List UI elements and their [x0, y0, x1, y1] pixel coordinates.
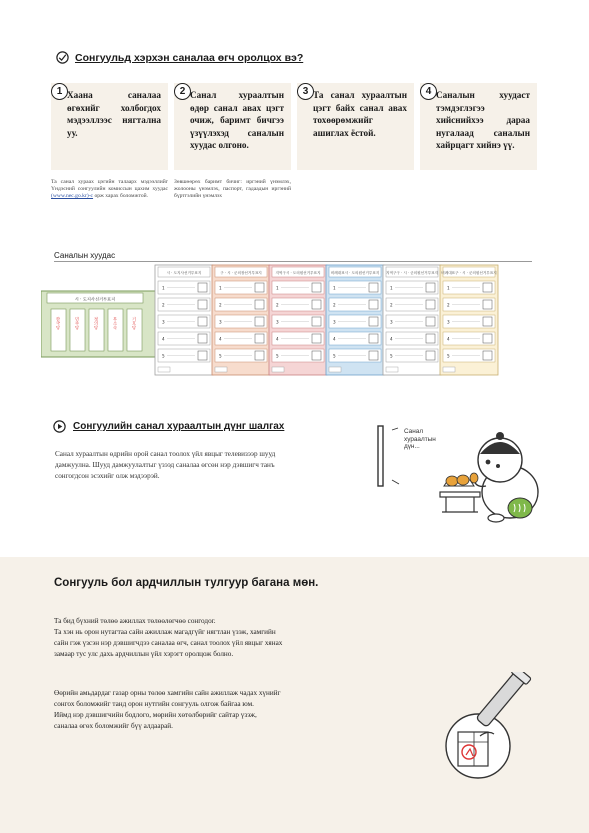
svg-text:2: 2: [390, 302, 393, 308]
svg-text:3: 3: [390, 319, 393, 325]
voting-stamp-illustration: [430, 672, 540, 782]
caption-line: хураалтын: [404, 435, 436, 443]
svg-text:3: 3: [219, 319, 222, 325]
ballot-sheet: [269, 265, 327, 375]
ballot-sheet: [155, 265, 213, 375]
play-icon: [53, 420, 66, 433]
svg-text:5: 5: [162, 353, 165, 359]
svg-text:5: 5: [447, 353, 450, 359]
note-text: Зөвшөөрөх баримт бичиг: иргэний үнэмлэх, жолооны үнэмлэх, паспорт, гадаадын иргэний бүртгэлийн үнэмлэх: [174, 179, 291, 200]
caption-line: дүн...: [404, 443, 420, 451]
step-notes: [51, 179, 541, 201]
svg-text:민주당: 민주당: [75, 316, 80, 330]
svg-text:5: 5: [219, 353, 222, 359]
step-number: 2: [174, 83, 191, 100]
svg-text:4: 4: [390, 336, 393, 342]
section-2-title: Сонгуулийн санал хураалтын дүнг шалгах: [73, 421, 285, 432]
note-text: Та санал хураах цэгийн талаарх мэдээллийг Үндэсний сонгуулийн комиссын цахим хуудас: [51, 179, 168, 193]
step-number: 3: [297, 83, 314, 100]
para-line: саналаа өгөх боломжийг бүү алдаарай.: [54, 722, 173, 730]
step-number: 4: [420, 83, 437, 100]
svg-text:시 · 도지사선거투표지: 시 · 도지사선거투표지: [166, 271, 202, 275]
step-note: [51, 179, 168, 201]
svg-text:1: 1: [447, 285, 450, 291]
step-number: 1: [51, 83, 68, 100]
closing-paragraph-2: [54, 688, 384, 732]
svg-text:1: 1: [219, 285, 222, 291]
svg-text:2: 2: [162, 302, 165, 308]
svg-text:4: 4: [219, 336, 222, 342]
tv-watching-illustration: [372, 420, 542, 530]
section-2-body: [55, 449, 355, 482]
step-card: [174, 83, 291, 170]
svg-text:1: 1: [162, 285, 165, 291]
para-line: Иймд нэр дэвшигчийн бодлого, мөрийн хөтөлбөрийг сайтар үзэж,: [54, 711, 257, 719]
step-text: Та санал хураалтын цэгт байх санал авах тохөөрөмжийг ашиглах ёстой.: [313, 90, 407, 138]
ballot-sheet: [440, 265, 498, 375]
para-line: сайн гэж үзсэн нэр дэвшигчдээ саналаа өгч, санал тоолох үйл явцыг хянах: [54, 639, 283, 647]
svg-text:3: 3: [333, 319, 336, 325]
body-line: Санал хураалтын өдрийн орой санал тоолох үйл явцыг телевизээр шууд: [55, 450, 276, 458]
body-line: дамжуулна. Шууд дамжуулалтыг үзээд саналаа өгсөн нэр дэвшигч танъ: [55, 461, 275, 469]
step-note: [174, 179, 291, 201]
svg-text:3: 3: [447, 319, 450, 325]
ballot-sheets-illustration: [41, 263, 531, 383]
svg-text:2: 2: [276, 302, 279, 308]
svg-text:1: 1: [333, 285, 336, 291]
step-card: [297, 83, 414, 170]
step-text: Хаана саналаа өгөхийг холбогдох мэдээллээс нягтална уу.: [67, 90, 161, 138]
svg-text:3: 3: [162, 319, 165, 325]
ballot-sheet: [383, 265, 441, 375]
svg-text:비례대표시 · 도의원선거투표지: 비례대표시 · 도의원선거투표지: [330, 271, 380, 275]
svg-text:2: 2: [219, 302, 222, 308]
closing-paragraph-1: [54, 616, 384, 660]
svg-text:5: 5: [276, 353, 279, 359]
svg-text:시 · 도지사선거투표지: 시 · 도지사선거투표지: [74, 296, 116, 302]
step-note: [297, 179, 414, 201]
step-card: [420, 83, 537, 170]
caption-line: Санал: [404, 428, 424, 435]
ballot-sheet: [212, 265, 270, 375]
note-text: орж харах боломжтой.: [94, 193, 149, 200]
divider: [54, 261, 532, 262]
svg-text:1: 1: [276, 285, 279, 291]
svg-text:지역구구 · 시 · 군의원선거투표지: 지역구구 · 시 · 군의원선거투표지: [386, 271, 438, 275]
svg-text:4: 4: [162, 336, 165, 342]
steps-row: [51, 83, 541, 170]
para-line: Та хэн нь орон нутагтаа сайн ажиллаж магадгүйг нягтлан үзэж, хамгийн: [54, 628, 276, 636]
step-text: Саналын хуудаст тэмдэглэгээ хийснийхээ дараа нугалаад саналын хайрцагт хийнэ үү.: [436, 90, 530, 150]
svg-text:1: 1: [390, 285, 393, 291]
section-2-header: [53, 420, 284, 433]
para-line: сонгох боломжийг танд орон нутгийн сонгууль олгож байгаа юм.: [54, 700, 254, 708]
svg-text:비례대표구 · 시 · 군의원선거투표지: 비례대표구 · 시 · 군의원선거투표지: [441, 271, 497, 275]
svg-text:5: 5: [390, 353, 393, 359]
closing-title: Сонгууль бол ардчиллын тулгуур багана мөн.: [54, 577, 319, 589]
svg-text:4: 4: [333, 336, 336, 342]
ballot-label: Саналын хуудас: [54, 251, 116, 260]
step-text: Санал хураалтын өдөр санал авах цэгт очиж, баримт бичгээ үзүүлэхэд саналын хуудас олгоно.: [190, 90, 284, 150]
svg-text:무소속: 무소속: [113, 316, 118, 330]
svg-text:2: 2: [333, 302, 336, 308]
ballot-check-icon: [56, 51, 69, 64]
body-line: сонгогдсон эсэхийг олж мэдээрэй.: [55, 472, 160, 480]
svg-text:3: 3: [276, 319, 279, 325]
para-line: Өөрийн амьдардаг газар орны төлөө хамгийн сайн ажиллаж чадах хүнийг: [54, 689, 281, 697]
para-line: Та бид бүхний төлөө ажиллах төлөөлөгчөө сонгодог.: [54, 617, 216, 625]
ballot-sheet: [326, 265, 384, 375]
svg-text:정의당: 정의당: [94, 316, 99, 330]
section-1-title: Сонгуульд хэрхэн саналаа өгч оролцох вэ?: [75, 51, 304, 64]
ballot-sheet-green: [41, 291, 161, 357]
svg-text:지역구시 · 도의원선거투표지: 지역구시 · 도의원선거투표지: [275, 271, 321, 275]
tv-caption: [404, 428, 436, 451]
tv-icon: [378, 426, 383, 486]
svg-text:5: 5: [333, 353, 336, 359]
svg-text:기호당: 기호당: [132, 316, 137, 330]
para-line: замаар тус улс дахь ардчиллын үйл хэрэгт оролцож болно.: [54, 650, 234, 658]
svg-text:4: 4: [276, 336, 279, 342]
nec-website-link[interactable]: (www.nec.go.kr)-с: [51, 193, 94, 200]
svg-text:구 · 시 · 군의장선거투표지: 구 · 시 · 군의장선거투표지: [220, 271, 262, 275]
step-note: [420, 179, 537, 201]
svg-text:2: 2: [447, 302, 450, 308]
section-1-header: [56, 51, 303, 64]
step-card: [51, 83, 168, 170]
svg-text:한국당: 한국당: [56, 316, 61, 330]
svg-text:4: 4: [447, 336, 450, 342]
